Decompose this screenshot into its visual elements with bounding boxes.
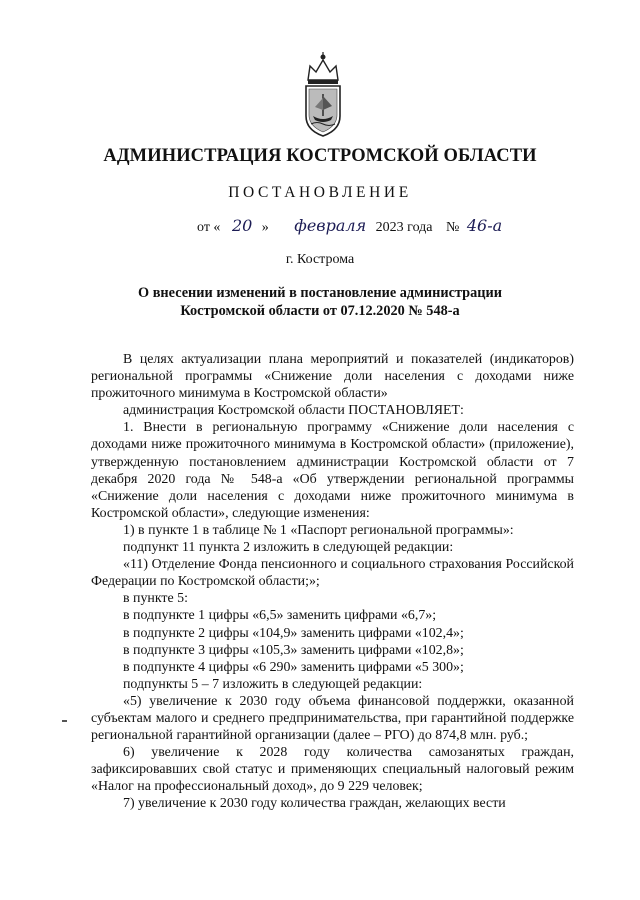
number-prefix: № [446,220,460,235]
body-paragraph: 1) в пункте 1 в таблице № 1 «Паспорт региональной программы»: [123,522,514,538]
document-body [91,351,574,813]
date-number-line [197,216,502,236]
date-quote-close: » [261,220,269,235]
document-number-handwritten: 46-а [466,216,503,235]
organization-heading: АДМИНИСТРАЦИЯ КОСТРОМСКОЙ ОБЛАСТИ [103,146,537,166]
title-line: О внесении изменений в постановление администрации [138,285,502,301]
body-paragraph: В целях актуализации плана мероприятий и показателей (индикаторов) региональной программы «Снижение доли населения с доходами ниже прожиточного минимума в Костромской области» [91,352,574,402]
date-month-handwritten: февраля [294,216,367,235]
body-paragraph: в пункте 5: [123,591,188,607]
body-paragraph: 6) увеличение к 2028 году количества самозанятых граждан, зафиксировавших свой статус и применяющих специальный налоговый режим «Налог на профессиональный доход», до 9 229 человек; [91,745,574,795]
body-paragraph: в подпункте 3 цифры «105,3» заменить цифрами «102,8»; [123,642,464,658]
body-paragraph: 1. Внести в региональную программу «Снижение доли населения с доходами ниже прожиточного минимума в Костромской области» (приложение), утвержденную постановлением администрации Костромской области от 7 декабря 2020 года № 548-а «Об утверждении региональной программы «Снижение доли населения с доходами ниже прожиточного минимума в Костромской области», следующие изменения: [91,420,574,521]
scan-mark [62,720,67,722]
body-paragraph: «5) увеличение к 2030 году объема финансовой поддержки, оказанной субъектам малого и среднего предпринимательства, при гарантийной поддержке региональной гарантийной организации (далее – РГО) до 874,8 млн. руб.; [91,693,574,744]
body-paragraph: подпункты 5 – 7 изложить в следующей редакции: [123,676,423,692]
title-line: Костромской области от 07.12.2020 № 548-а [180,303,460,319]
date-year: 2023 года [375,220,433,235]
coat-of-arms-icon [298,50,348,142]
body-paragraph: в подпункте 2 цифры «104,9» заменить цифрами «102,4»; [123,625,464,641]
document-title [0,284,640,320]
body-paragraph: администрация Костромской области ПОСТАНОВЛЯЕТ: [123,403,464,419]
body-paragraph: в подпункте 4 цифры «6 290» заменить цифрами «5 300»; [123,659,464,675]
document-type: ПОСТАНОВЛЕНИЕ [228,184,412,201]
body-paragraph: в подпункте 1 цифры «6,5» заменить цифрами «6,7»; [123,608,437,624]
date-prefix: от « [197,220,221,235]
city: г. Кострома [285,252,355,267]
body-paragraph: подпункт 11 пункта 2 изложить в следующей редакции: [123,540,454,556]
body-paragraph: 7) увеличение к 2030 году количества граждан, желающих вести [123,796,506,812]
body-paragraph: «11) Отделение Фонда пенсионного и социального страхования Российской Федерации по Костромской области;»; [91,557,574,590]
date-day-handwritten: 20 [231,216,253,235]
